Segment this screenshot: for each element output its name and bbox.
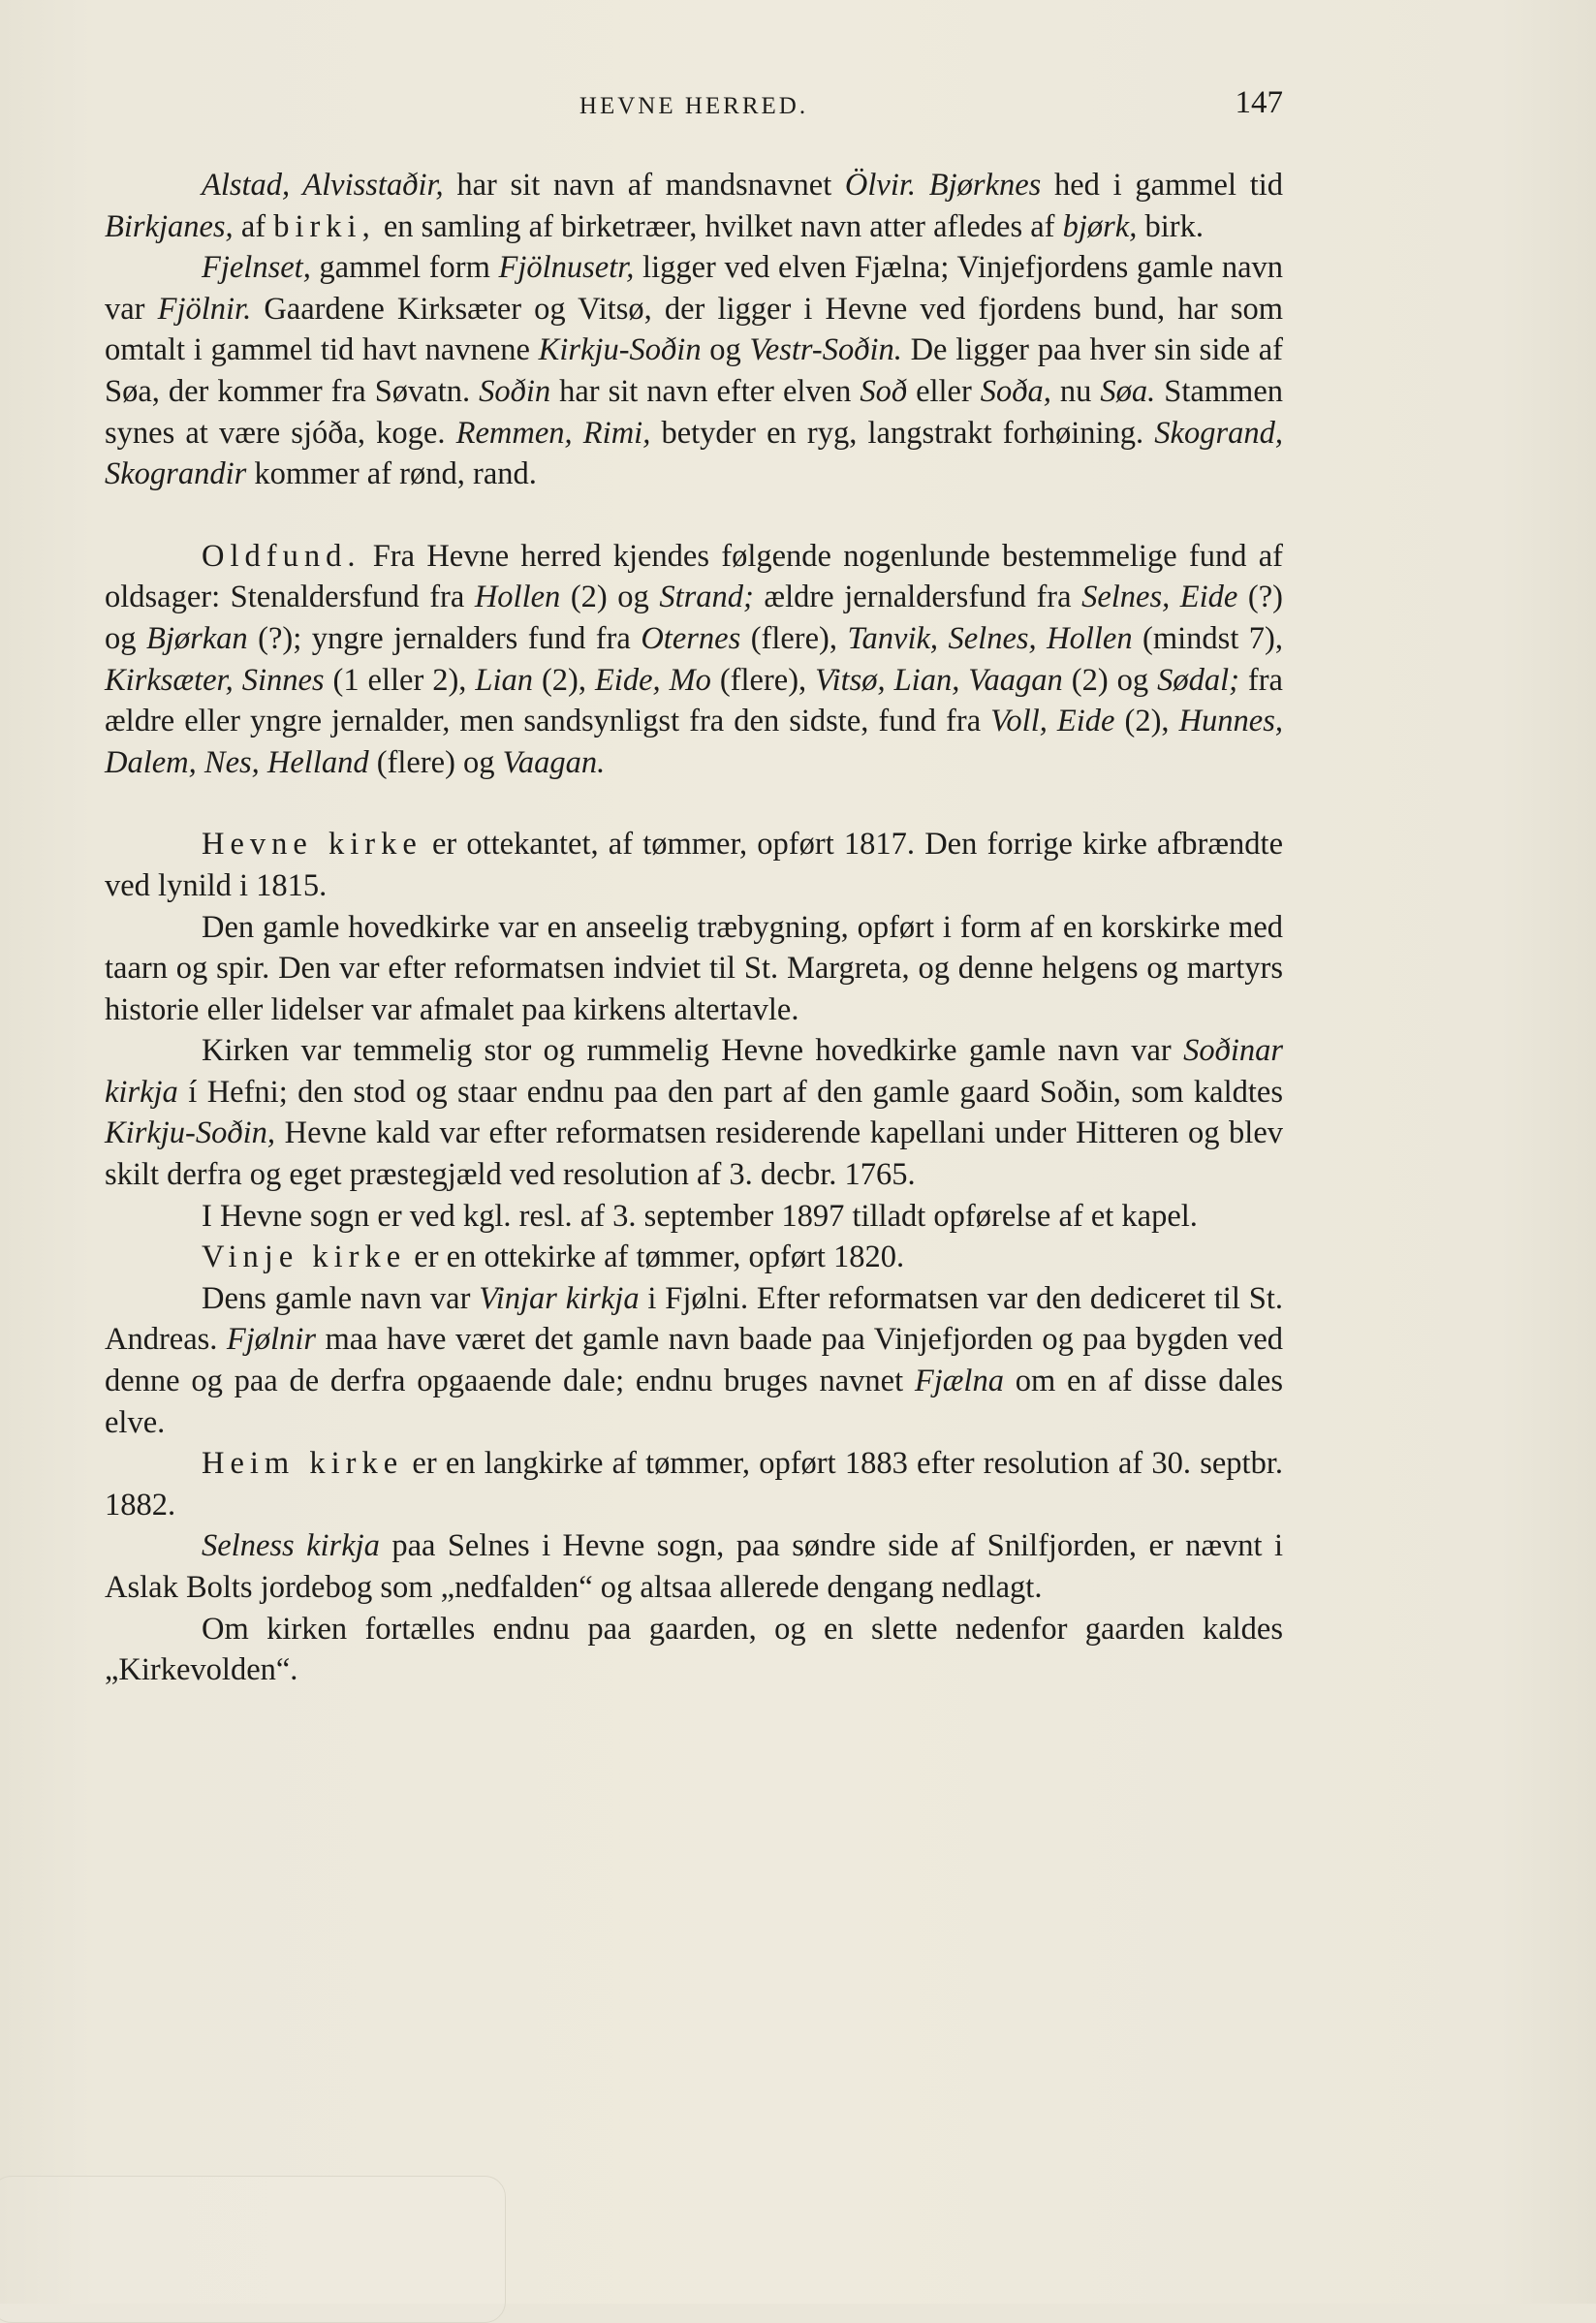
text-run: en samling af birketræer, hvilket navn atter afledes af	[375, 208, 1063, 244]
text-run: er en ottekirke af tømmer, opført 1820.	[406, 1240, 905, 1275]
italic-run: Fjælna	[914, 1364, 1004, 1399]
italic-run: Bjørkan	[145, 620, 248, 656]
text-run: Gaardene Kirksæter og Vitsø, der ligger i Hevne ved fjordens bund, har som omtalt i gammel tid havt navnene	[105, 291, 1283, 368]
paragraph-kirken-stor	[105, 1030, 1283, 1195]
body-text	[105, 165, 1283, 1691]
italic-run: Kirksæter, Sinnes	[105, 662, 325, 698]
italic-run: Tanvik, Selnes, Hollen	[847, 620, 1133, 656]
text-run: (flere),	[710, 662, 816, 698]
italic-run: Voll, Eide	[990, 704, 1115, 739]
italic-run: Vitsø, Lian, Vaagan	[815, 662, 1063, 698]
text-run: har sit navn af mandsnavnet	[443, 168, 845, 203]
italic-run: Fjelnset,	[202, 250, 311, 286]
italic-run: Lian	[475, 662, 533, 698]
text-run: eller	[907, 373, 981, 409]
spaced-run: birki,	[273, 208, 376, 244]
text-run: hed i gammel tid	[1041, 168, 1284, 203]
italic-run: Soða,	[980, 373, 1051, 409]
text-run: (2) og	[560, 580, 660, 615]
italic-run: Strand;	[659, 580, 754, 615]
text-run: er ottekantet, af tømmer, opført 1817. Den forrige kirke afbrændte ved lynild i 1815.	[105, 827, 1283, 903]
italic-run: Søa.	[1100, 373, 1156, 409]
text-run: (2),	[533, 662, 595, 698]
italic-run: Soð	[860, 373, 908, 409]
italic-run: bjørk,	[1062, 208, 1138, 244]
text-run: af	[233, 208, 274, 244]
italic-run: Fjölnir.	[157, 291, 252, 327]
text-run: paa Selnes i Hevne sogn, paa søndre side af Snilfjorden, er nævnt i Aslak Bolts jordebog som „nedfalden“ og altsaa allerede dengang nedlagt.	[105, 1528, 1284, 1605]
text-run: (mindst 7),	[1132, 620, 1284, 656]
text-run: har sit navn efter elven	[550, 373, 861, 409]
italic-run: Kirkju-Soðin	[538, 332, 702, 368]
paragraph-kapel	[105, 1196, 1283, 1238]
text-run: I Hevne sogn er ved kgl. resl. af 3. september 1897 tilladt opførelse af et kapel.	[202, 1198, 1198, 1234]
page-number: 147	[1235, 85, 1283, 120]
text-run	[916, 168, 929, 203]
text-run: birk.	[1137, 208, 1204, 244]
text-run: Hevne kald var efter reformatsen residerende kapellani under Hitteren og blev skilt derfra og eget præstegjæld ved resolution af 3. decbr. 1765.	[105, 1115, 1283, 1193]
text-run: i Fjølni. Efter reformatsen var den dediceret til St. Andreas.	[105, 1280, 1283, 1358]
page-header	[105, 85, 1283, 128]
spaced-run: Vinje kirke	[202, 1240, 407, 1275]
italic-run: Birkjanes,	[105, 208, 234, 244]
paragraph-kirkevolden	[105, 1609, 1283, 1691]
text-run: nu	[1050, 373, 1101, 409]
italic-run: Oternes	[641, 620, 741, 656]
paragraph-hevne-kirke	[105, 824, 1283, 906]
text-run: ældre jernaldersfund fra	[753, 580, 1082, 615]
italic-run: Remmen, Rimi,	[455, 415, 651, 451]
italic-run: Vaagan.	[502, 744, 606, 780]
paragraph-heim-kirke	[105, 1443, 1283, 1525]
italic-run: Vestr-Soðin.	[749, 332, 902, 368]
italic-run: Selnes, Eide	[1081, 580, 1238, 615]
italic-run: Hollen	[474, 580, 561, 615]
text-run: í Hefni; den stod og staar endnu paa den part af den gamle gaard Soðin, som kaldtes	[177, 1074, 1283, 1110]
text-run: Kirken var temmelig stor og rummelig Hevne hovedkirke gamle navn var	[202, 1033, 1184, 1069]
text-run: ligger ved elven Fjælna; Vinjefjordens gamle navn var	[105, 250, 1284, 327]
italic-run: Fjølnir	[226, 1322, 317, 1358]
text-run: Stammen synes at være sjóða, koge.	[105, 373, 1284, 451]
scan-artifact	[0, 2176, 506, 2323]
text-run: Den gamle hovedkirke var en anseelig træbygning, opført i form af en korskirke med taarn og spir. Den var efter reformatsen indviet til St. Margreta, og denne helgens og martyrs historie eller lidelser var afmalet paa kirkens altertavle.	[105, 909, 1283, 1027]
spaced-run: Hevne kirke	[202, 827, 422, 863]
italic-run: Bjørknes	[928, 168, 1042, 203]
text-run: gammel form	[310, 250, 499, 286]
italic-run: Skogrand, Skograndir	[105, 415, 1283, 492]
text-run: maa have været det gamle navn baade paa Vinjefjorden og paa bygden ved denne og paa de derfra opgaaende dale; endnu bruges navnet	[105, 1322, 1283, 1399]
italic-run: Kirkju-Soðin,	[105, 1115, 276, 1151]
text-run: (?) og	[105, 580, 1284, 656]
running-head: HEVNE HERRED.	[579, 93, 809, 119]
paragraph-oldfund	[105, 536, 1283, 784]
text-run: betyder en ryg, langstrakt forhøining.	[650, 415, 1155, 451]
text-run: (flere) og	[368, 744, 503, 780]
text-run: (flere),	[740, 620, 848, 656]
italic-run: Fjölnusetr,	[498, 250, 635, 286]
italic-run: Ölvir.	[844, 168, 917, 203]
italic-run: Soðinar kirkja	[105, 1033, 1283, 1110]
text-run: fra ældre eller yngre jernalder, men sandsynligst fra den sidste, fund fra	[105, 662, 1283, 739]
text-run: (1 eller 2),	[324, 662, 476, 698]
spaced-run: Heim kirke	[202, 1446, 404, 1482]
italic-run: Sødal;	[1157, 662, 1239, 698]
italic-run: Vinjar kirkja	[479, 1280, 640, 1316]
paragraph-names-fjelnset	[105, 247, 1283, 495]
italic-run: Hunnes, Dalem, Nes, Helland	[105, 704, 1283, 780]
italic-run: Alstad, Alvisstaðir,	[202, 168, 444, 203]
text-run: er en langkirke af tømmer, opført 1883 efter resolution af 30. septbr. 1882.	[105, 1446, 1283, 1523]
text-run: Fra Hevne herred kjendes følgende nogenlunde bestemmelige fund af oldsager: Stenaldersfund fra	[105, 538, 1283, 615]
text-run: De ligger paa hver sin side af Søa, der kommer fra Søvatn.	[105, 332, 1284, 409]
text-run: Dens gamle navn var	[202, 1280, 480, 1316]
paragraph-vinjar-kirkja	[105, 1278, 1283, 1443]
text-run: (2) og	[1062, 662, 1158, 698]
paragraph-vinje-kirke	[105, 1237, 1283, 1278]
text-run: (?); yngre jernalders fund fra	[247, 620, 642, 656]
text-run: om en af disse dales elve.	[105, 1364, 1283, 1440]
italic-run: Soðin	[479, 373, 551, 409]
paragraph-selness-kirkja	[105, 1525, 1283, 1608]
italic-run: Selness kirkja	[202, 1528, 380, 1564]
paragraph-hovedkirke	[105, 907, 1283, 1031]
text-run: (2),	[1114, 704, 1179, 739]
italic-run: Eide, Mo	[594, 662, 711, 698]
text-run: kommer af rønd, rand.	[246, 456, 537, 492]
spaced-run: Oldfund.	[202, 538, 361, 574]
paragraph-names-alstad	[105, 165, 1283, 247]
text-run: Om kirken fortælles endnu paa gaarden, og en slette nedenfor gaarden kaldes „Kirkevolden“.	[105, 1611, 1283, 1688]
text-run: og	[701, 332, 750, 368]
